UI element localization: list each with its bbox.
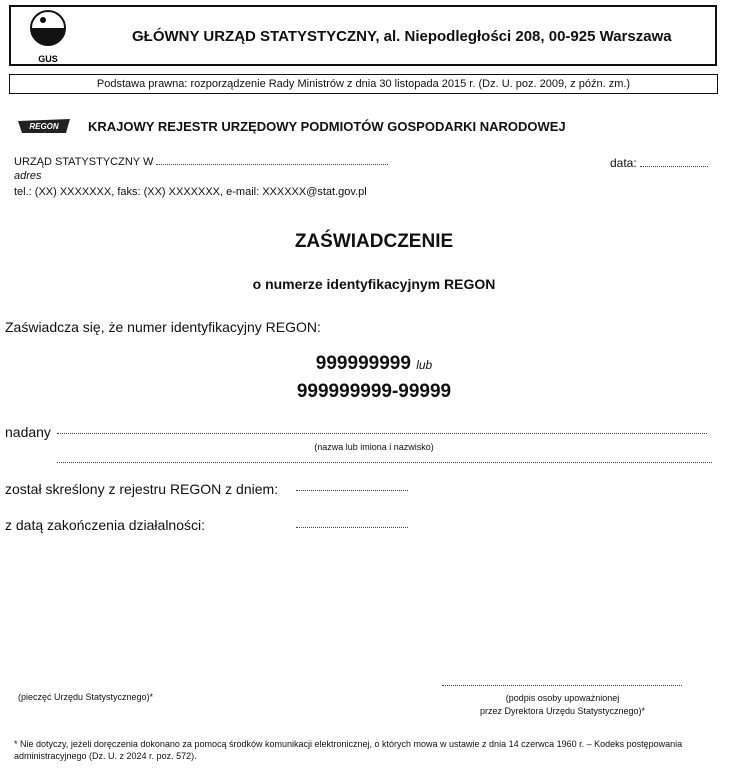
gus-logo-text: GUS xyxy=(38,54,58,64)
office-label xyxy=(14,156,388,168)
given-caption: (nazwa lub imiona i nazwisko) xyxy=(314,442,434,452)
signature-caption xyxy=(440,692,685,718)
given-name-field-line2 xyxy=(57,462,712,463)
stamp-caption: (pieczęć Urzędu Statystycznego)* xyxy=(18,692,154,702)
deleted-date-field xyxy=(296,490,408,491)
date-label xyxy=(610,156,708,170)
gus-logo xyxy=(29,9,67,65)
document-title: ZAŚWIADCZENIE xyxy=(294,231,454,252)
office-address: adres xyxy=(14,170,42,182)
deleted-label: został skreślony z rejestru REGON z dniem: xyxy=(5,481,279,497)
end-date-label: z datą zakończenia działalności: xyxy=(5,517,206,533)
office-contact: tel.: (XX) XXXXXXX, faks: (XX) XXXXXXX, e-mail: XXXXXX@stat.gov.pl xyxy=(14,186,367,198)
certify-text: Zaświadcza się, że numer identyfikacyjny REGON: xyxy=(5,319,321,335)
document-subtitle: o numerze identyfikacyjnym REGON xyxy=(252,276,496,292)
date-field xyxy=(640,166,708,167)
footnote: * Nie dotyczy, jeżeli doręczenia dokonano za pomocą środków komunikacji elektronicznej, o których mowa w ustawie z dnia 14 czerwca 1960 r. – Kodeks postępowania administracyjnego (Dz. U. z 2024 r. poz. 572). xyxy=(14,739,683,761)
registry-title: KRAJOWY REJESTR URZĘDOWY PODMIOTÓW GOSPODARKI NARODOWEJ xyxy=(88,119,566,134)
signature-field xyxy=(442,685,682,686)
date-label-text: data: xyxy=(610,156,637,170)
regon-number-long: 999999999-99999 xyxy=(296,381,452,402)
given-label: nadany xyxy=(5,424,51,440)
signature-caption-line1: (podpis osoby upoważnionej xyxy=(505,693,620,703)
office-label-text: URZĄD STATYSTYCZNY W xyxy=(14,156,154,168)
regon-logo-text: REGON xyxy=(29,122,59,131)
signature-caption-line2: przez Dyrektora Urzędu Statystycznego)* xyxy=(479,706,646,716)
or-word: lub xyxy=(416,358,433,372)
regon-short-value: 999999999 xyxy=(315,353,411,374)
office-name-field xyxy=(156,164,388,165)
legal-basis: Podstawa prawna: rozporządzenie Rady Ministrów z dnia 30 listopada 2015 r. (Dz. U. poz. 2009, z późn. zm.) xyxy=(9,74,718,94)
given-name-field xyxy=(57,433,707,434)
header-title: GŁÓWNY URZĄD STATYSTYCZNY, al. Niepodległości 208, 00-925 Warszawa xyxy=(132,28,672,45)
regon-number-short xyxy=(0,353,748,375)
regon-logo xyxy=(16,117,72,135)
end-date-field xyxy=(296,527,408,528)
